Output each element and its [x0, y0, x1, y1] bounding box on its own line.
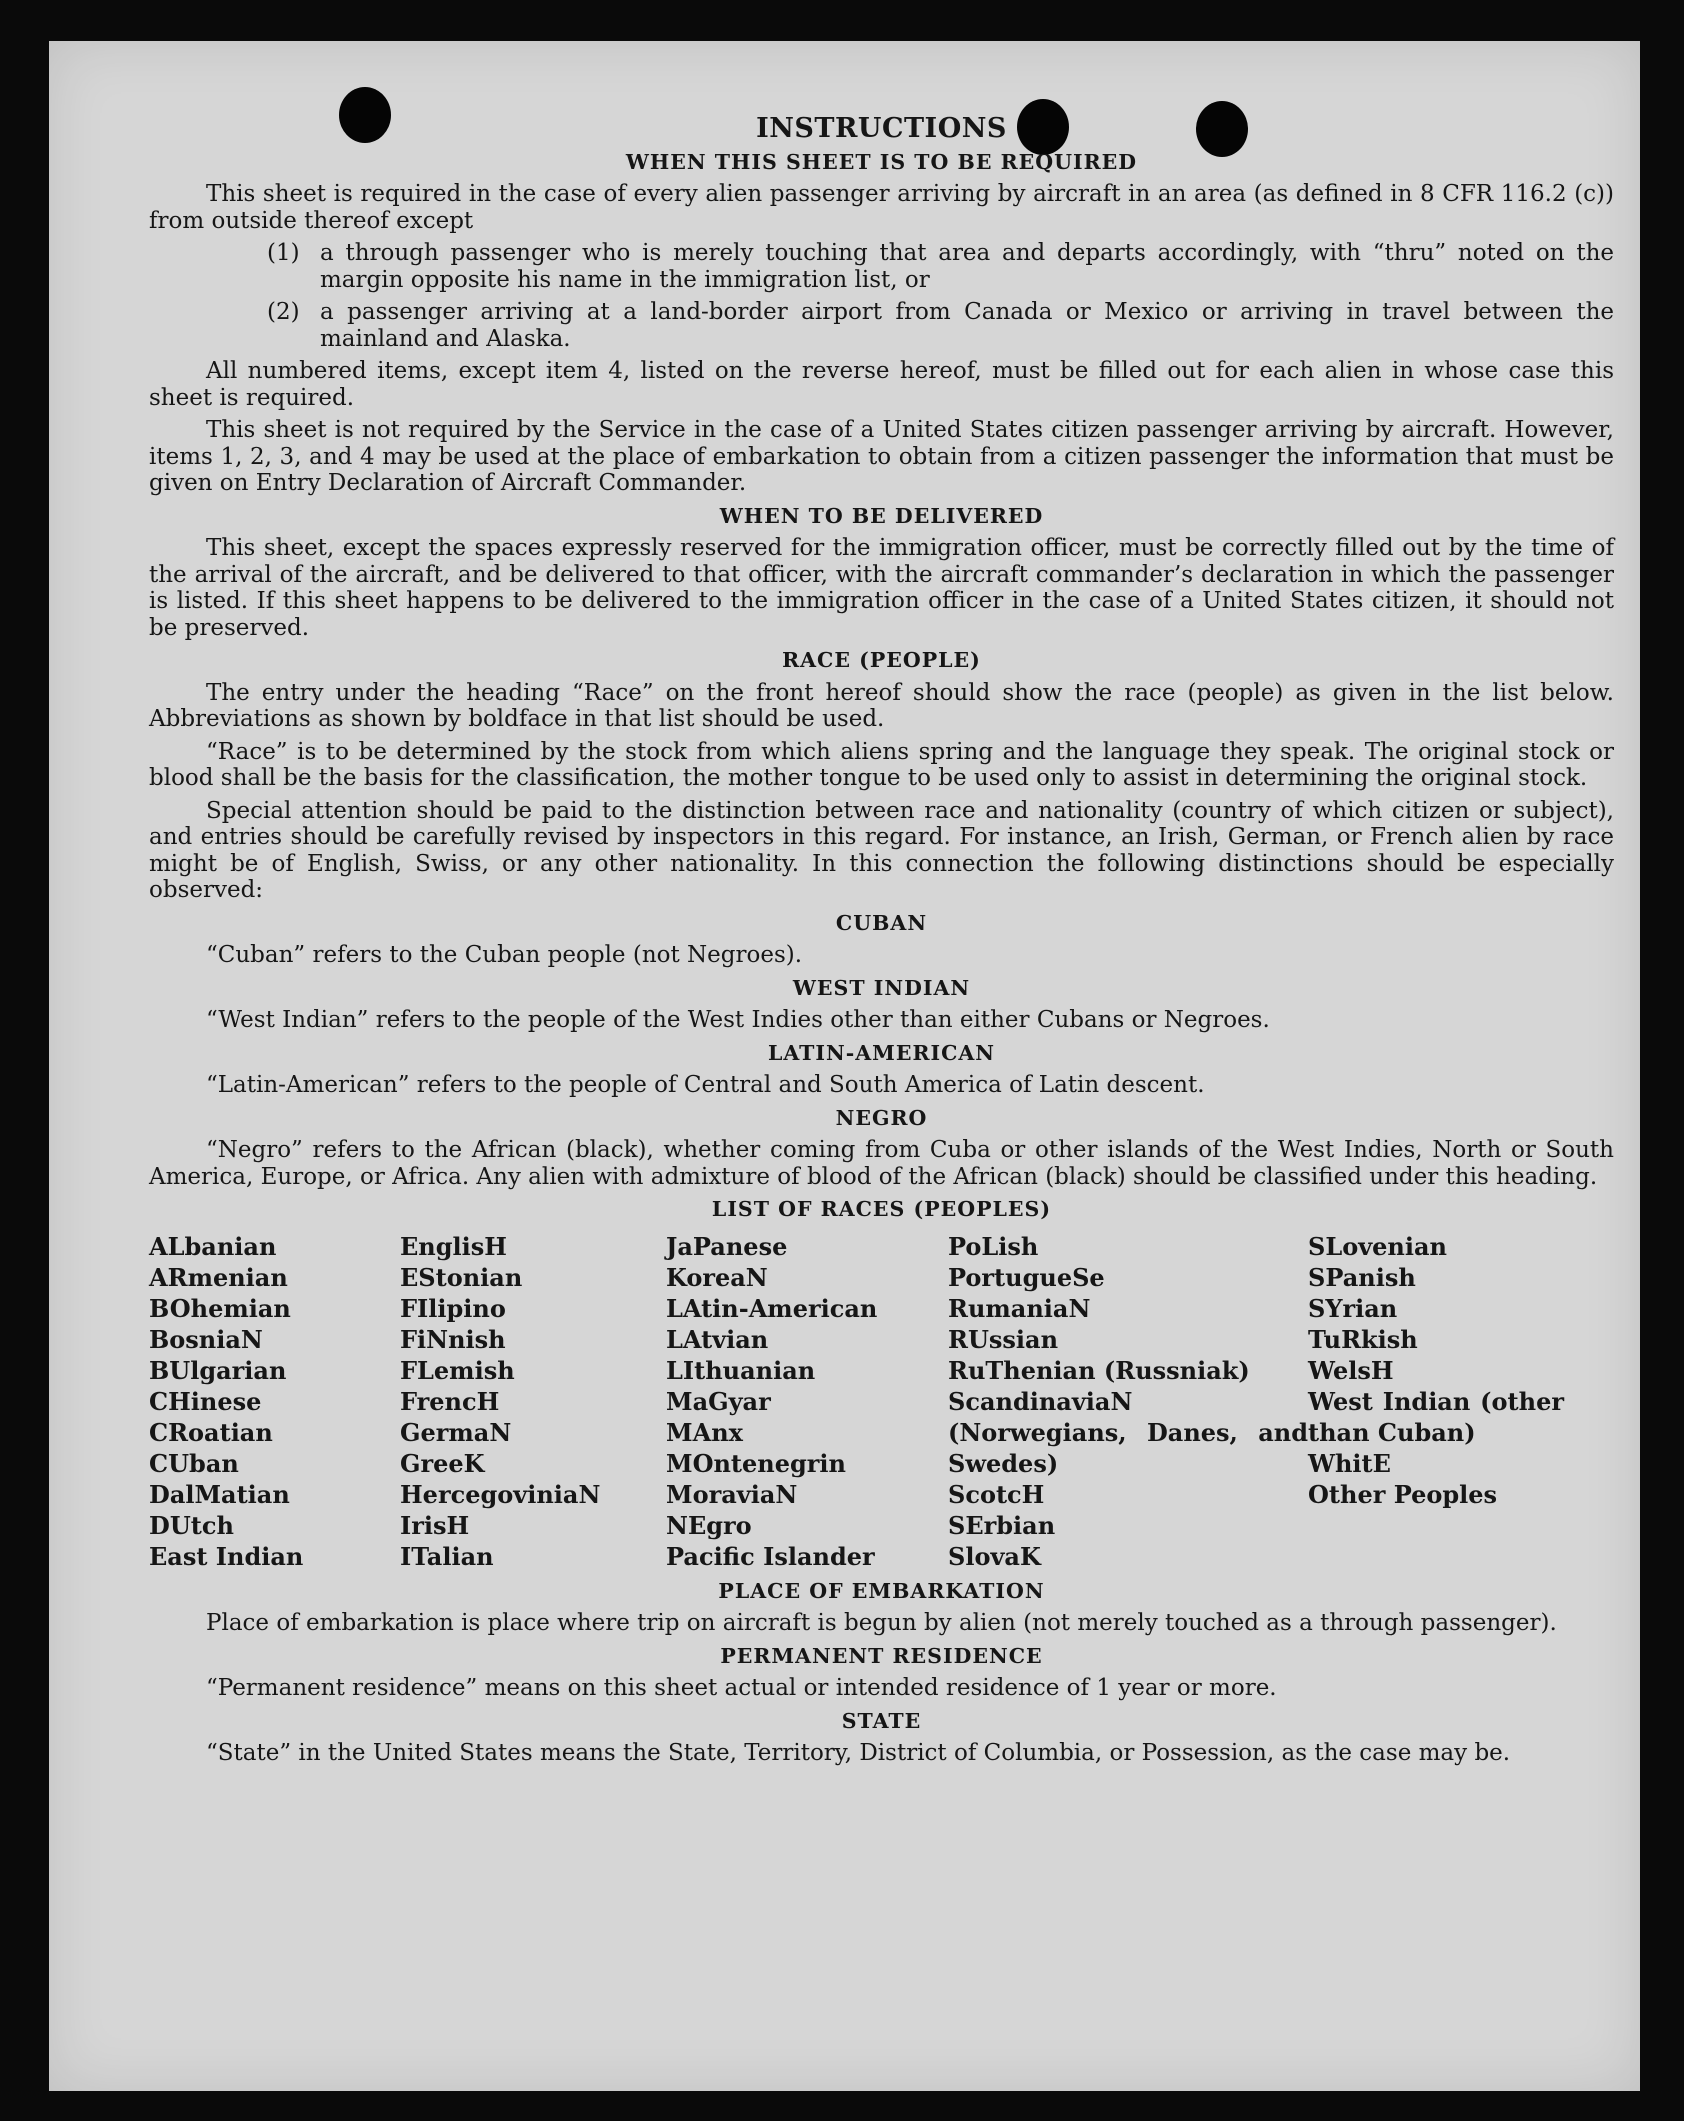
race-item: CHinese	[149, 1386, 262, 1416]
definition: “Permanent residence” means on this sheet actual or intended residence of 1 year or more.	[206, 1675, 1277, 1701]
race-item: BUlgarian	[149, 1355, 287, 1385]
race-item: ARmenian	[149, 1262, 288, 1292]
race-item: RuThenian (Russniak)	[948, 1355, 1250, 1385]
race-item: LIthuanian	[666, 1355, 816, 1385]
race-item: ScotcH	[948, 1479, 1045, 1509]
item-number: (1)	[267, 240, 300, 266]
race-item: BosniaN	[149, 1324, 263, 1354]
document-page	[49, 41, 1640, 2091]
race-item: KoreaN	[666, 1262, 768, 1292]
item-text: a passenger arriving at a land-border airport from Canada or Mexico or arriving in travel between the mainland and Alaska.	[320, 299, 1614, 352]
item-number: (2)	[267, 299, 300, 325]
race-item: EnglisH	[400, 1231, 507, 1261]
section-heading: PERMANENT RESIDENCE	[720, 1643, 1043, 1668]
race-item: SLovenian	[1308, 1231, 1447, 1261]
race-item: GermaN	[400, 1417, 512, 1447]
race-item: Other Peoples	[1308, 1479, 1498, 1509]
instructions-body	[149, 113, 1614, 1773]
race-item: ITalian	[400, 1541, 494, 1571]
race-item: FrencH	[400, 1386, 500, 1416]
race-item: PortugueSe	[948, 1262, 1105, 1292]
page-title: INSTRUCTIONS	[756, 113, 1007, 144]
race-column	[666, 1231, 948, 1572]
race-item: DalMatian	[149, 1479, 290, 1509]
paragraph: This sheet, except the spaces expressly reserved for the immigration officer, must be correctly filled out by the time of the arrival of the aircraft, and be delivered to that officer, with the aircraft commander’s declaration in which the passenger is listed. If this sheet happens to be delivered to the immigration officer in the case of a United States citizen, it should not be preserved.	[149, 535, 1614, 641]
race-item: LAtin-American	[666, 1293, 878, 1323]
race-item: SPanish	[1308, 1262, 1416, 1292]
race-item: RUssian	[948, 1324, 1059, 1354]
definition: “State” in the United States means the State, Territory, District of Columbia, or Possession, as the case may be.	[206, 1740, 1511, 1766]
race-item: LAtvian	[666, 1324, 769, 1354]
section-heading: STATE	[841, 1708, 922, 1733]
race-item: ALbanian	[149, 1231, 277, 1261]
definition: “Cuban” refers to the Cuban people (not Negroes).	[206, 942, 803, 968]
race-item: JaPanese	[666, 1231, 788, 1261]
race-column	[1308, 1231, 1564, 1572]
section-heading: RACE (PEOPLE)	[782, 648, 981, 672]
paragraph: “Race” is to be determined by the stock from which aliens spring and the language they speak. The original stock or blood shall be the basis for the classification, the mother tongue to be used only to assist in determining the original stock.	[149, 738, 1614, 791]
race-item: DUtch	[149, 1510, 234, 1540]
race-item: West Indian (other than Cuban)	[1308, 1386, 1564, 1447]
race-item: Pacific Islander	[666, 1541, 875, 1571]
race-item: BOhemian	[149, 1293, 291, 1323]
paragraph: This sheet is required in the case of every alien passenger arriving by aircraft in an area (as defined in 8 CFR 116.2 (c)) from outside thereof except	[149, 181, 1614, 234]
paragraph: This sheet is not required by the Service in the case of a United States citizen passenger arriving by aircraft. However, items 1, 2, 3, and 4 may be used at the place of embarkation to obtain from a citizen passenger the information that must be given on Entry Declaration of Aircraft Commander.	[149, 417, 1614, 496]
section-heading: LATIN-AMERICAN	[767, 1040, 996, 1065]
race-item: GreeK	[400, 1448, 485, 1478]
race-item: PoLish	[948, 1231, 1039, 1261]
race-item: FLemish	[400, 1355, 515, 1385]
race-item: FiNnish	[400, 1324, 506, 1354]
paragraph: The entry under the heading “Race” on the front hereof should show the race (people) as given in the list below. Abbreviations as shown by boldface in that list should be used.	[149, 679, 1614, 732]
section-heading: CUBAN	[835, 910, 928, 935]
race-item: FIlipino	[400, 1293, 506, 1323]
race-item: WelsH	[1308, 1355, 1394, 1385]
race-item: WhitE	[1308, 1448, 1391, 1478]
race-item: SErbian	[948, 1510, 1056, 1540]
race-item: SlovaK	[948, 1541, 1041, 1571]
definition: Place of embarkation is place where trip on aircraft is begun by alien (not merely touched as a through passenger).	[206, 1610, 1557, 1636]
section-heading: WEST INDIAN	[792, 975, 971, 1000]
numbered-item	[149, 299, 1614, 352]
race-item: ScandinaviaN (Norwegians, Danes, and Swedes)	[948, 1386, 1308, 1478]
race-item: East Indian	[149, 1541, 304, 1571]
race-item: HercegoviniaN	[400, 1479, 601, 1509]
item-text: a through passenger who is merely touching that area and departs accordingly, with “thru” noted on the margin opposite his name in the immigration list, or	[320, 240, 1614, 293]
race-column	[400, 1231, 666, 1572]
section-heading: PLACE OF EMBARKATION	[718, 1578, 1045, 1603]
race-item: TuRkish	[1308, 1324, 1418, 1354]
section-heading: WHEN THIS SHEET IS TO BE REQUIRED	[625, 149, 1138, 174]
paragraph: Special attention should be paid to the distinction between race and nationality (country of which citizen or subject), and entries should be carefully revised by inspectors in this regard. For instance, an Irish, German, or French alien by race might be of English, Swiss, or any other nationality. In this connection the following distinctions should be especially observed:	[149, 797, 1614, 903]
race-item: CRoatian	[149, 1417, 273, 1447]
paragraph: All numbered items, except item 4, listed on the reverse hereof, must be filled out for each alien in whose case this sheet is required.	[149, 358, 1614, 411]
race-item: RumaniaN	[948, 1293, 1091, 1323]
section-heading: NEGRO	[835, 1105, 928, 1130]
race-column	[149, 1231, 400, 1572]
definition: “Negro” refers to the African (black), whether coming from Cuba or other islands of the West Indies, North or South America, Europe, or Africa. Any alien with admixture of blood of the African (black) should be classified under this heading.	[149, 1137, 1614, 1190]
race-column	[948, 1231, 1308, 1572]
race-item: SYrian	[1308, 1293, 1398, 1323]
definition: “West Indian” refers to the people of the West Indies other than either Cubans or Negroes.	[206, 1007, 1270, 1033]
race-item: MaGyar	[666, 1386, 771, 1416]
race-item: CUban	[149, 1448, 239, 1478]
section-heading: WHEN TO BE DELIVERED	[719, 503, 1044, 528]
race-list	[149, 1231, 1614, 1572]
race-item: IrisH	[400, 1510, 470, 1540]
race-item: MoraviaN	[666, 1479, 798, 1509]
numbered-item	[149, 240, 1614, 293]
race-item: NEgro	[666, 1510, 752, 1540]
race-item: MOntenegrin	[666, 1448, 846, 1478]
race-item: MAnx	[666, 1417, 743, 1447]
section-heading: LIST OF RACES (PEOPLES)	[711, 1197, 1052, 1221]
definition: “Latin-American” refers to the people of Central and South America of Latin descent.	[206, 1072, 1205, 1098]
race-item: EStonian	[400, 1262, 523, 1292]
